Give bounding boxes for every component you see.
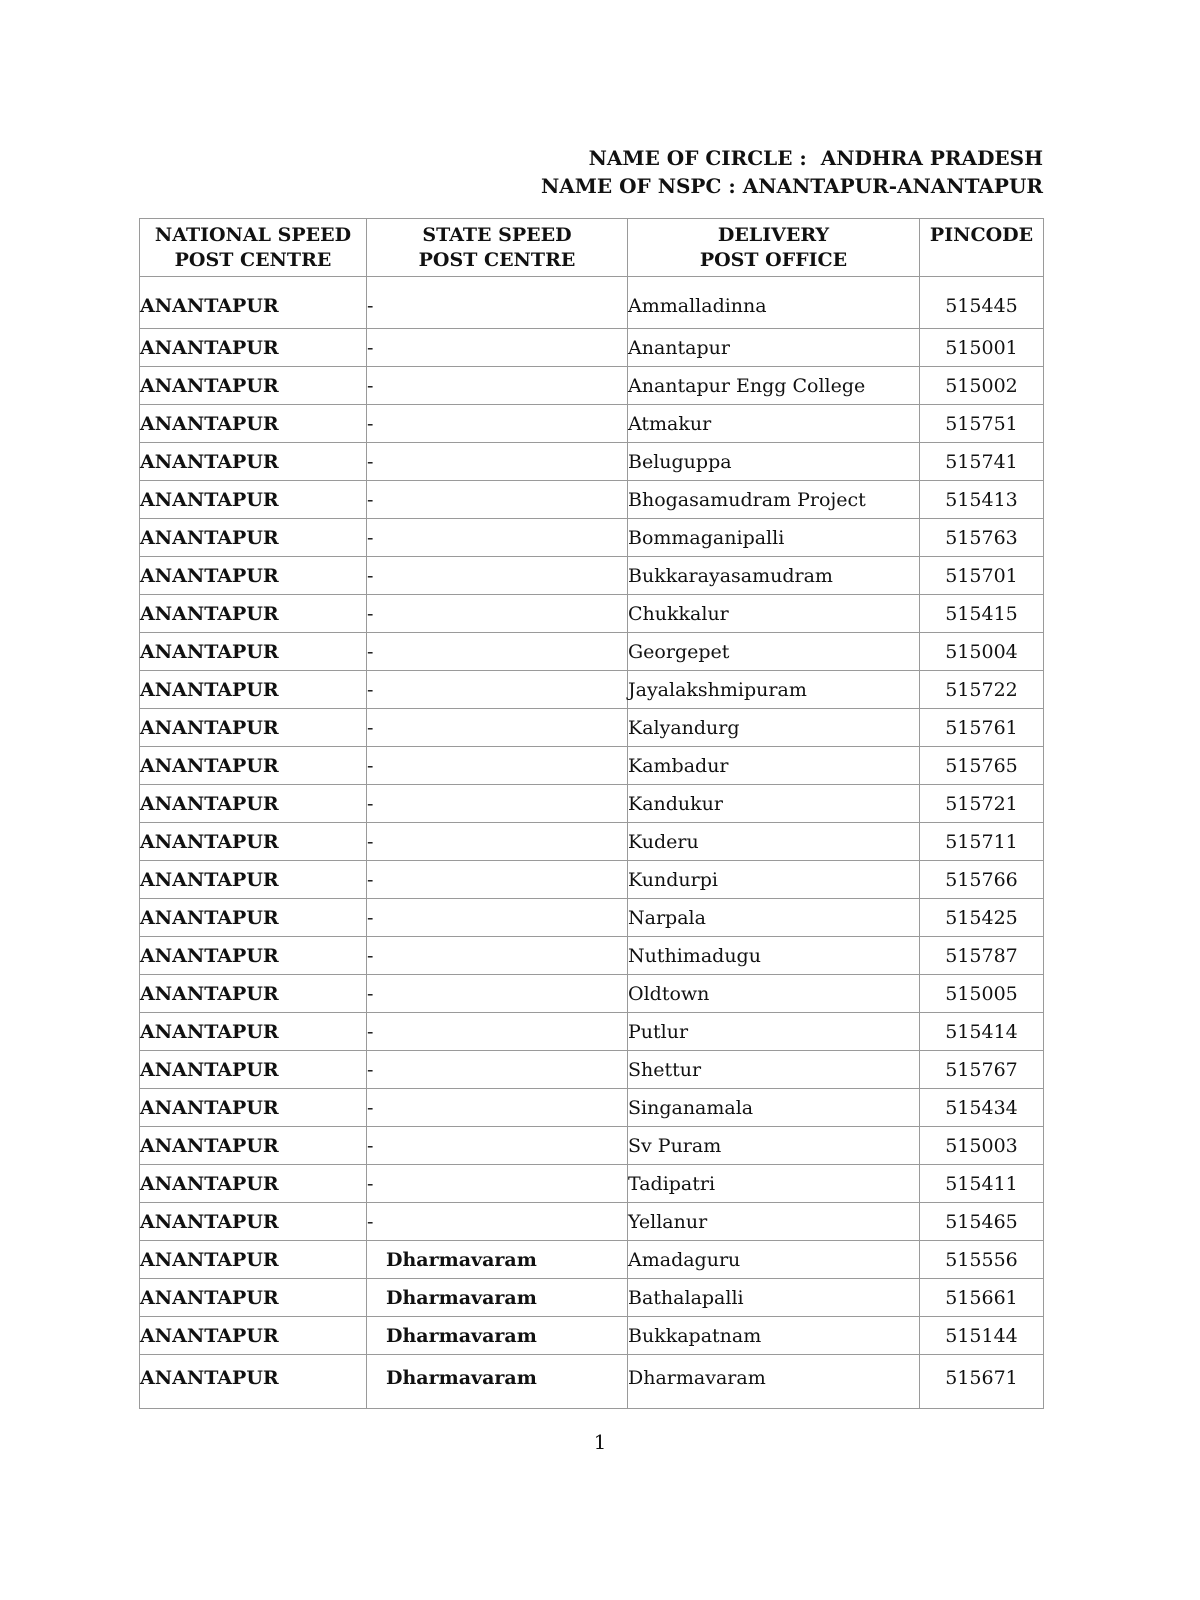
nspc-cell: ANANTAPUR	[140, 557, 367, 595]
pincode-cell: 515004	[920, 633, 1044, 671]
pincode-cell: 515763	[920, 519, 1044, 557]
sspc-cell: -	[367, 443, 628, 481]
pincode-cell: 515001	[920, 329, 1044, 367]
page-number: 1	[593, 1430, 607, 1454]
delivery-office-cell: Atmakur	[628, 405, 920, 443]
delivery-office-cell: Yellanur	[628, 1203, 920, 1241]
pincode-cell: 515751	[920, 405, 1044, 443]
table-row	[140, 1203, 1044, 1241]
nspc-cell: ANANTAPUR	[140, 1165, 367, 1203]
table-row	[140, 367, 1044, 405]
sspc-cell: Dharmavaram	[367, 1241, 628, 1279]
nspc-cell: ANANTAPUR	[140, 671, 367, 709]
table-row	[140, 1355, 1044, 1409]
delivery-office-cell: Chukkalur	[628, 595, 920, 633]
delivery-office-cell: Bhogasamudram Project	[628, 481, 920, 519]
sspc-cell: -	[367, 1127, 628, 1165]
sspc-cell: -	[367, 975, 628, 1013]
delivery-office-cell: Kuderu	[628, 823, 920, 861]
pincode-cell: 515465	[920, 1203, 1044, 1241]
column-header-state-speed-post-centre: STATE SPEED POST CENTRE	[367, 219, 628, 277]
table-row	[140, 975, 1044, 1013]
nspc-cell: ANANTAPUR	[140, 519, 367, 557]
nspc-cell: ANANTAPUR	[140, 367, 367, 405]
sspc-cell: -	[367, 671, 628, 709]
table-body	[140, 277, 1044, 1409]
pincode-cell: 515767	[920, 1051, 1044, 1089]
table-row	[140, 1241, 1044, 1279]
delivery-office-cell: Bukkarayasamudram	[628, 557, 920, 595]
speed-post-pincode-table	[139, 218, 1044, 1409]
table-row	[140, 1051, 1044, 1089]
delivery-office-cell: Narpala	[628, 899, 920, 937]
delivery-office-cell: Kundurpi	[628, 861, 920, 899]
sspc-cell: -	[367, 747, 628, 785]
delivery-office-cell: Tadipatri	[628, 1165, 920, 1203]
pincode-cell: 515144	[920, 1317, 1044, 1355]
sspc-cell: -	[367, 277, 628, 329]
pincode-cell: 515766	[920, 861, 1044, 899]
sspc-cell: -	[367, 785, 628, 823]
table-row	[140, 1317, 1044, 1355]
table-row	[140, 633, 1044, 671]
table-header-row	[140, 219, 1044, 277]
table-row	[140, 1013, 1044, 1051]
pincode-cell: 515721	[920, 785, 1044, 823]
sspc-cell: -	[367, 481, 628, 519]
pincode-cell: 515765	[920, 747, 1044, 785]
nspc-cell: ANANTAPUR	[140, 1089, 367, 1127]
pincode-cell: 515413	[920, 481, 1044, 519]
pincode-cell: 515002	[920, 367, 1044, 405]
pincode-cell: 515761	[920, 709, 1044, 747]
delivery-office-cell: Dharmavaram	[628, 1355, 920, 1409]
sspc-cell: -	[367, 405, 628, 443]
pincode-cell: 515661	[920, 1279, 1044, 1317]
sspc-cell: -	[367, 861, 628, 899]
column-header-national-speed-post-centre: NATIONAL SPEED POST CENTRE	[140, 219, 367, 277]
table-row	[140, 823, 1044, 861]
pincode-cell: 515787	[920, 937, 1044, 975]
pincode-cell: 515701	[920, 557, 1044, 595]
pincode-cell: 515003	[920, 1127, 1044, 1165]
pincode-cell: 515411	[920, 1165, 1044, 1203]
sspc-cell: -	[367, 557, 628, 595]
nspc-cell: ANANTAPUR	[140, 823, 367, 861]
table-row	[140, 671, 1044, 709]
sspc-cell: -	[367, 1013, 628, 1051]
nspc-cell: ANANTAPUR	[140, 709, 367, 747]
nspc-cell: ANANTAPUR	[140, 1051, 367, 1089]
nspc-cell: ANANTAPUR	[140, 1013, 367, 1051]
nspc-cell: ANANTAPUR	[140, 1203, 367, 1241]
delivery-office-cell: Bukkapatnam	[628, 1317, 920, 1355]
table-row	[140, 861, 1044, 899]
sspc-cell: -	[367, 1165, 628, 1203]
delivery-office-cell: Kalyandurg	[628, 709, 920, 747]
table-row	[140, 557, 1044, 595]
delivery-office-cell: Kambadur	[628, 747, 920, 785]
pincode-cell: 515005	[920, 975, 1044, 1013]
sspc-cell: -	[367, 899, 628, 937]
nspc-cell: ANANTAPUR	[140, 277, 367, 329]
column-header-pincode: PINCODE	[920, 219, 1044, 277]
sspc-cell: Dharmavaram	[367, 1355, 628, 1409]
sspc-cell: -	[367, 367, 628, 405]
nspc-cell: ANANTAPUR	[140, 1279, 367, 1317]
table-row	[140, 1127, 1044, 1165]
delivery-office-cell: Jayalakshmipuram	[628, 671, 920, 709]
table-row	[140, 1279, 1044, 1317]
sspc-cell: -	[367, 1089, 628, 1127]
table-row	[140, 747, 1044, 785]
sspc-cell: Dharmavaram	[367, 1317, 628, 1355]
sspc-cell: -	[367, 823, 628, 861]
nspc-name-line: NAME OF NSPC : ANANTAPUR-ANANTAPUR	[540, 174, 1043, 198]
pincode-cell: 515741	[920, 443, 1044, 481]
table-row	[140, 519, 1044, 557]
nspc-cell: ANANTAPUR	[140, 443, 367, 481]
table-row	[140, 709, 1044, 747]
nspc-cell: ANANTAPUR	[140, 785, 367, 823]
table-row	[140, 443, 1044, 481]
delivery-office-cell: Anantapur Engg College	[628, 367, 920, 405]
delivery-office-cell: Singanamala	[628, 1089, 920, 1127]
sspc-cell: -	[367, 1051, 628, 1089]
pincode-cell: 515445	[920, 277, 1044, 329]
pincode-cell: 515414	[920, 1013, 1044, 1051]
column-header-delivery-post-office: DELIVERY POST OFFICE	[628, 219, 920, 277]
sspc-cell: -	[367, 633, 628, 671]
table-row	[140, 595, 1044, 633]
nspc-cell: ANANTAPUR	[140, 1355, 367, 1409]
table-row	[140, 277, 1044, 329]
nspc-cell: ANANTAPUR	[140, 405, 367, 443]
pincode-cell: 515711	[920, 823, 1044, 861]
pincode-cell: 515556	[920, 1241, 1044, 1279]
delivery-office-cell: Anantapur	[628, 329, 920, 367]
table-row	[140, 481, 1044, 519]
nspc-cell: ANANTAPUR	[140, 1241, 367, 1279]
nspc-cell: ANANTAPUR	[140, 481, 367, 519]
delivery-office-cell: Shettur	[628, 1051, 920, 1089]
circle-name-line: NAME OF CIRCLE : ANDHRA PRADESH	[588, 146, 1043, 170]
delivery-office-cell: Georgepet	[628, 633, 920, 671]
nspc-cell: ANANTAPUR	[140, 633, 367, 671]
delivery-office-cell: Sv Puram	[628, 1127, 920, 1165]
delivery-office-cell: Ammalladinna	[628, 277, 920, 329]
table-row	[140, 405, 1044, 443]
nspc-cell: ANANTAPUR	[140, 329, 367, 367]
sspc-cell: -	[367, 595, 628, 633]
delivery-office-cell: Bathalapalli	[628, 1279, 920, 1317]
nspc-cell: ANANTAPUR	[140, 937, 367, 975]
table-row	[140, 899, 1044, 937]
delivery-office-cell: Amadaguru	[628, 1241, 920, 1279]
delivery-office-cell: Kandukur	[628, 785, 920, 823]
sspc-cell: -	[367, 937, 628, 975]
delivery-office-cell: Beluguppa	[628, 443, 920, 481]
sspc-cell: -	[367, 709, 628, 747]
pincode-cell: 515425	[920, 899, 1044, 937]
sspc-cell: -	[367, 519, 628, 557]
nspc-cell: ANANTAPUR	[140, 975, 367, 1013]
delivery-office-cell: Bommaganipalli	[628, 519, 920, 557]
pincode-cell: 515722	[920, 671, 1044, 709]
pincode-cell: 515434	[920, 1089, 1044, 1127]
table-row	[140, 329, 1044, 367]
pincode-cell: 515671	[920, 1355, 1044, 1409]
delivery-office-cell: Oldtown	[628, 975, 920, 1013]
nspc-cell: ANANTAPUR	[140, 747, 367, 785]
table-row	[140, 1089, 1044, 1127]
pincode-cell: 515415	[920, 595, 1044, 633]
nspc-cell: ANANTAPUR	[140, 899, 367, 937]
delivery-office-cell: Nuthimadugu	[628, 937, 920, 975]
nspc-cell: ANANTAPUR	[140, 595, 367, 633]
sspc-cell: -	[367, 1203, 628, 1241]
table-row	[140, 785, 1044, 823]
document-heading	[541, 144, 1043, 200]
nspc-cell: ANANTAPUR	[140, 1317, 367, 1355]
table-row	[140, 1165, 1044, 1203]
table-row	[140, 937, 1044, 975]
sspc-cell: -	[367, 329, 628, 367]
nspc-cell: ANANTAPUR	[140, 1127, 367, 1165]
sspc-cell: Dharmavaram	[367, 1279, 628, 1317]
nspc-cell: ANANTAPUR	[140, 861, 367, 899]
delivery-office-cell: Putlur	[628, 1013, 920, 1051]
